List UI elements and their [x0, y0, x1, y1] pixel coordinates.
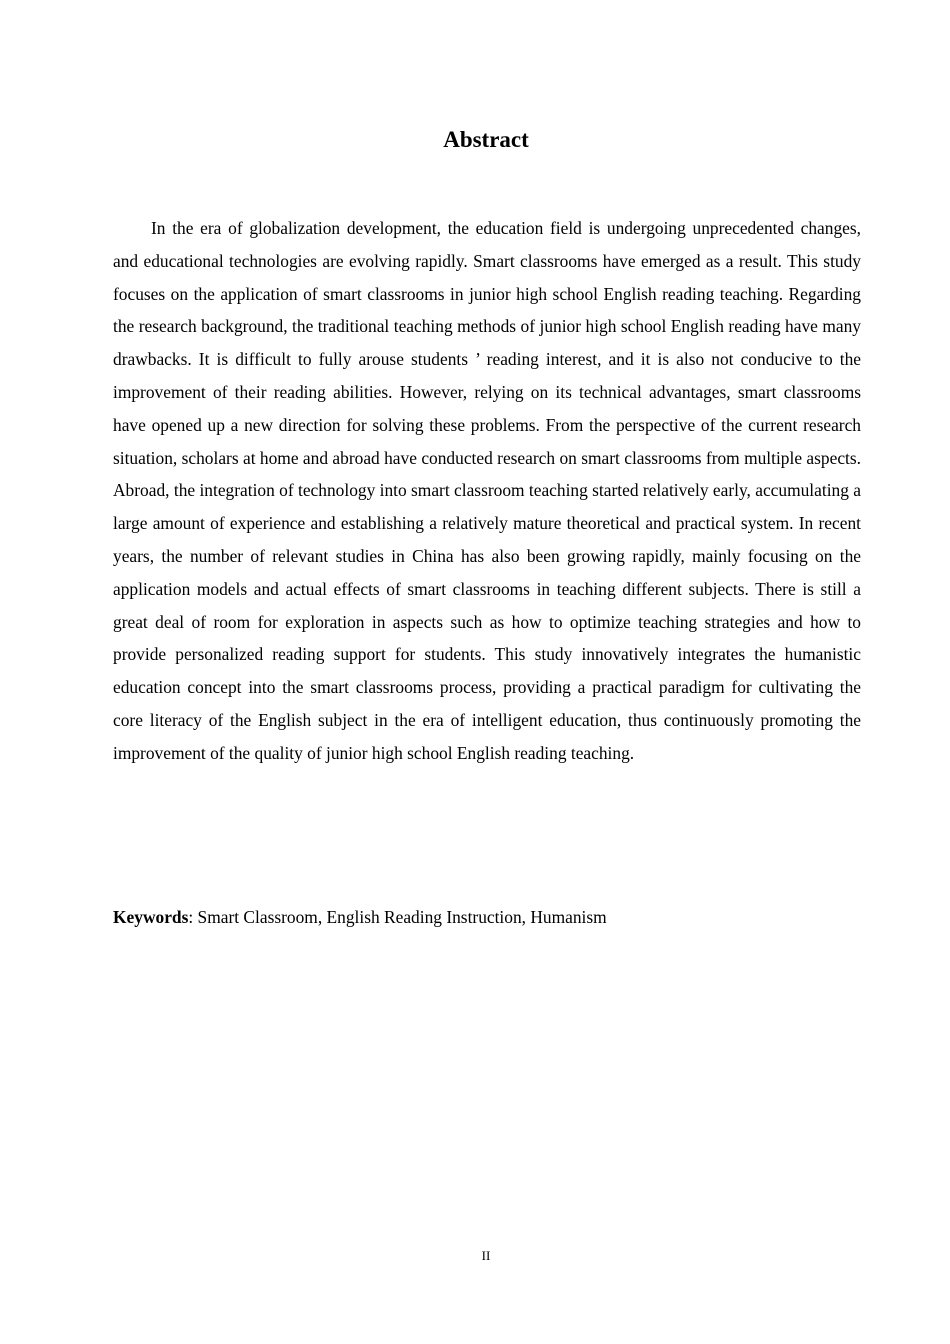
page-number: II — [481, 1248, 491, 1263]
abstract-paragraph: In the era of globalization development, the education field is undergoing unprecedented changes, and educational technologies are evolving rapidly. Smart classrooms have emerged as a result. This study focuses on the application of smart classrooms in junior high school English reading teaching. Regarding the research background, the traditional teaching methods of junior high school English reading have many drawbacks. It is difficult to fully arouse students ’ reading interest, and it is also not conducive to the improvement of their reading abilities. However, relying on its technical advantages, smart classrooms have opened up a new direction for solving these problems. From the perspective of the current research situation, scholars at home and abroad have conducted research on smart classrooms from multiple aspects. Abroad, the integration of technology into smart classroom teaching started relatively early, accumulating a large amount of experience and establishing a relatively mature theoretical and practical system. In recent years, the number of relevant studies in China has also been growing rapidly, mainly focusing on the application models and actual effects of smart classrooms in teaching different subjects. There is still a great deal of room for exploration in aspects such as how to optimize teaching strategies and how to provide personalized reading support for students. This study innovatively integrates the humanistic education concept into the smart classrooms process, providing a practical paradigm for cultivating the core literacy of the English subject in the era of intelligent education, thus continuously promoting the improvement of the quality of junior high school English reading teaching. — [113, 218, 861, 763]
abstract-title: Abstract — [443, 127, 529, 152]
keywords-label: Keywords — [113, 907, 189, 927]
keywords-separator: : — [188, 907, 198, 927]
keywords-line — [113, 901, 861, 933]
keywords-list: Smart Classroom, English Reading Instruction, Humanism — [197, 907, 607, 927]
